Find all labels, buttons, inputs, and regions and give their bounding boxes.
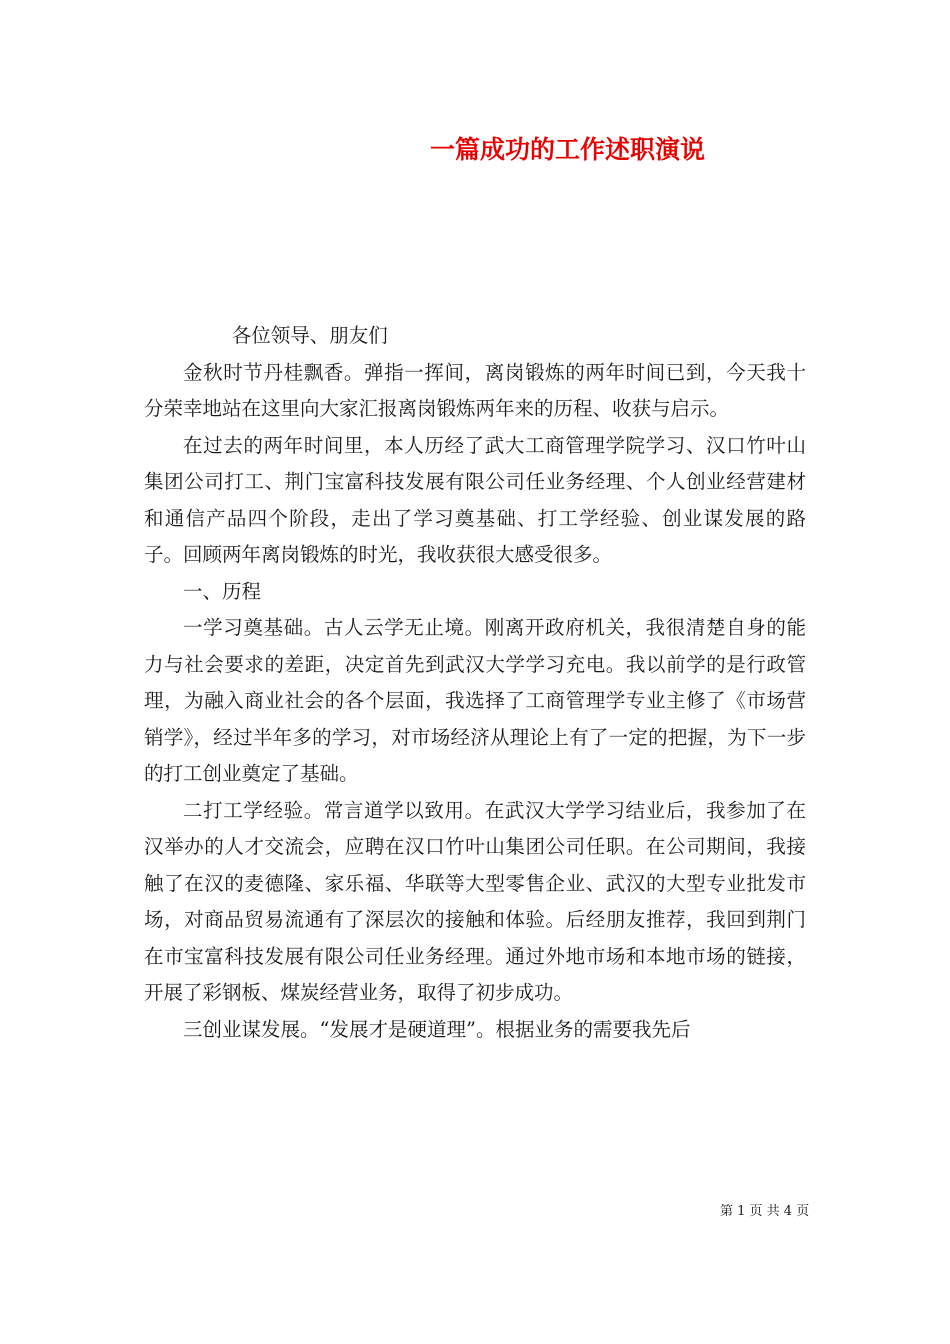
body-paragraph: 金秋时节丹桂飘香。弹指一挥间，离岗锻炼的两年时间已到，今天我十分荣幸地站在这里向大家汇报离岗锻炼两年来的历程、收获与启示。 — [144, 360, 806, 420]
page-number-footer: 第 1 页 共 4 页 — [720, 1204, 810, 1219]
document-title: 一篇成功的工作述职演说 — [430, 135, 706, 164]
document-body — [144, 318, 806, 1048]
body-paragraph: 在过去的两年时间里，本人历经了武大工商管理学院学习、汉口竹叶山集团公司打工、荆门宝富科技发展有限公司任业务经理、个人创业经营建材和通信产品四个阶段，走出了学习奠基础、打工学经验、创业谋发展的路子。回顾两年离岗锻炼的时光，我收获很大感受很多。 — [144, 433, 806, 566]
body-paragraph: 三创业谋发展。“发展才是硬道理”。根据业务的需要我先后 — [183, 1017, 691, 1041]
body-paragraph: 二打工学经验。常言道学以致用。在武汉大学学习结业后，我参加了在汉举办的人才交流会，应聘在汉口竹叶山集团公司任职。在公司期间，我接触了在汉的麦德隆、家乐福、华联等大型零售企业、武汉的大型专业批发市场，对商品贸易流通有了深层次的接触和体验。后经朋友推荐，我回到荆门在市宝富科技发展有限公司任业务经理。通过外地市场和本地市场的链接，开展了彩钢板、煤炭经营业务，取得了初步成功。 — [144, 798, 806, 1004]
greeting-paragraph: 各位领导、朋友们 — [231, 324, 388, 347]
body-paragraph: 一学习奠基础。古人云学无止境。刚离开政府机关，我很清楚自身的能力与社会要求的差距，决定首先到武汉大学学习充电。我以前学的是行政管理，为融入商业社会的各个层面，我选择了工商管理学专业主修了《市场营销学》，经过半年多的学习，对市场经济从理论上有了一定的把握，为下一步的打工创业奠定了基础。 — [144, 616, 806, 785]
section-heading: 一、历程 — [183, 579, 262, 603]
